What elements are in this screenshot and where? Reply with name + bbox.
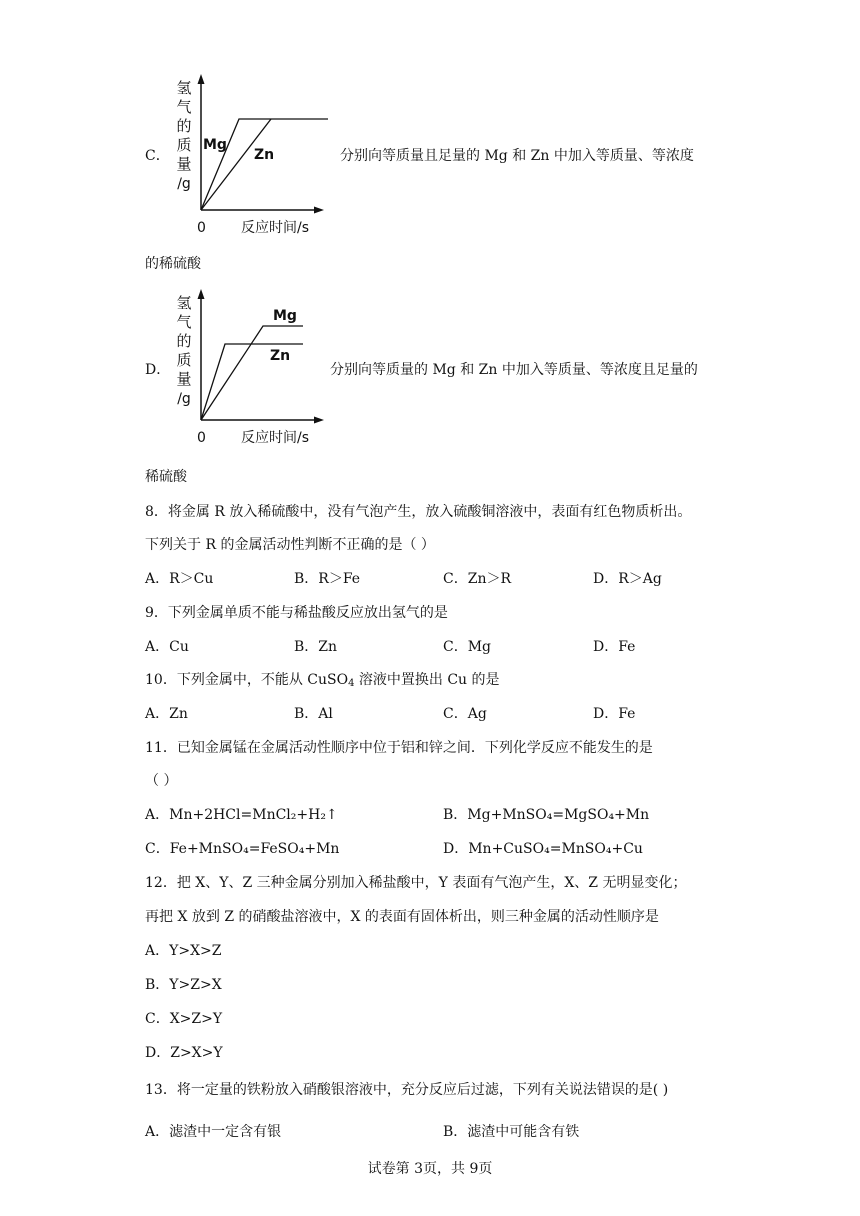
- q12-option-c: C．X>Z>Y: [145, 1011, 223, 1027]
- q12-stem-line2: 再把 X 放到 Z 的硝酸盐溶液中，X 的表面有固体析出，则三种金属的活动性顺序是: [145, 909, 659, 925]
- q9-stem: 9．下列金属单质不能与稀盐酸反应放出氢气的是: [145, 605, 448, 621]
- option-c-label: C．: [145, 148, 170, 164]
- ylabel-char: 质: [176, 136, 192, 154]
- graph-c: [168, 70, 333, 240]
- q12-option-a: A．Y>X>Z: [145, 943, 222, 959]
- q9-option-a: A．Cu: [145, 639, 189, 655]
- q8-option-c: C．Zn＞R: [443, 571, 511, 587]
- ylabel-char: /g: [177, 176, 191, 192]
- q9-option-d: D．Fe: [593, 639, 636, 655]
- q10-option-a: A．Zn: [145, 706, 188, 722]
- option-d-label: D．: [145, 362, 171, 378]
- xlabel: 反应时间/s: [241, 220, 310, 236]
- ylabel-char: 质: [176, 351, 192, 369]
- graph-d: [168, 285, 333, 455]
- q13-option-b: B．滤渣中可能含有铁: [443, 1124, 580, 1140]
- q11-option-b: B．Mg+MnSO₄=MgSO₄+Mn: [443, 807, 650, 823]
- q10-stem-pre: 10．下列金属中，不能从 CuSO: [145, 672, 349, 688]
- q8-stem-line1: 8．将金属 R 放入稀硫酸中，没有气泡产生，放入硫酸铜溶液中，表面有红色物质析出。: [145, 504, 692, 520]
- q8-stem-line2: 下列关于 R 的金属活动性判断不正确的是（ ）: [145, 537, 435, 553]
- q11-option-c: C．Fe+MnSO₄=FeSO₄+Mn: [145, 841, 340, 857]
- option-c-text: 分别向等质量且足量的 Mg 和 Zn 中加入等质量、等浓度: [340, 148, 694, 164]
- q13-option-a: A．滤渣中一定含有银: [145, 1124, 282, 1140]
- zn-line: [201, 119, 271, 210]
- graph-d-ylabel: [176, 294, 191, 407]
- q10-option-b: B．Al: [294, 706, 333, 722]
- ylabel-char: 的: [176, 332, 192, 350]
- x-axis-arrow: [314, 207, 324, 214]
- x-axis-arrow: [314, 417, 324, 424]
- q10-stem-post: 溶液中置换出 Cu 的是: [354, 672, 500, 688]
- q11-option-d: D．Mn+CuSO₄=MnSO₄+Cu: [443, 841, 643, 857]
- q11-option-a: A．Mn+2HCl=MnCl₂+H₂↑: [145, 807, 338, 823]
- mg-line: [201, 119, 328, 210]
- y-axis-arrow: [198, 289, 205, 299]
- ylabel-char: 的: [176, 117, 192, 135]
- origin-label: 0: [197, 430, 206, 446]
- ylabel-char: /g: [177, 391, 191, 407]
- page-footer: 试卷第 3页，共 9页: [367, 1161, 493, 1177]
- option-d-text: 分别向等质量的 Mg 和 Zn 中加入等质量、等浓度且足量的: [330, 362, 698, 378]
- option-c-cont: 的稀硫酸: [145, 256, 201, 272]
- q12-option-b: B．Y>Z>X: [145, 977, 222, 993]
- ylabel-char: 氢: [176, 79, 192, 97]
- ylabel-char: 气: [176, 313, 192, 331]
- ylabel-char: 氢: [176, 294, 192, 312]
- q10-stem: [145, 671, 500, 693]
- q10-option-d: D．Fe: [593, 706, 636, 722]
- q9-option-b: B．Zn: [294, 639, 338, 655]
- origin-label: 0: [197, 220, 206, 236]
- q13-stem: 13．将一定量的铁粉放入硝酸银溶液中，充分反应后过滤，下列有关说法错误的是( ): [145, 1082, 669, 1098]
- graph-c-ylabel: [176, 79, 191, 192]
- ylabel-char: 量: [176, 370, 192, 388]
- zn-label: Zn: [254, 147, 275, 163]
- ylabel-char: 气: [176, 98, 192, 116]
- q8-option-a: A．R＞Cu: [145, 571, 214, 587]
- q9-option-c: C．Mg: [443, 639, 492, 655]
- option-d-cont: 稀硫酸: [145, 469, 187, 485]
- q10-option-c: C．Ag: [443, 706, 487, 722]
- q12-option-d: D．Z>X>Y: [145, 1045, 223, 1061]
- q11-paren: （ ）: [145, 773, 178, 789]
- q10-stem-sub: 4: [348, 678, 355, 689]
- ylabel-char: 量: [176, 155, 192, 173]
- zn-label: Zn: [270, 348, 291, 364]
- q12-stem-line1: 12．把 X、Y、Z 三种金属分别加入稀盐酸中，Y 表面有气泡产生，X、Z 无明显变化；: [145, 875, 687, 891]
- mg-label: Mg: [273, 308, 297, 324]
- xlabel: 反应时间/s: [241, 430, 310, 446]
- q8-option-b: B．R＞Fe: [294, 571, 361, 587]
- mg-label: Mg: [203, 137, 227, 153]
- y-axis-arrow: [198, 74, 205, 84]
- q11-stem: 11．已知金属锰在金属活动性顺序中位于铝和锌之间．下列化学反应不能发生的是: [145, 740, 653, 756]
- q8-option-d: D．R＞Ag: [593, 571, 662, 587]
